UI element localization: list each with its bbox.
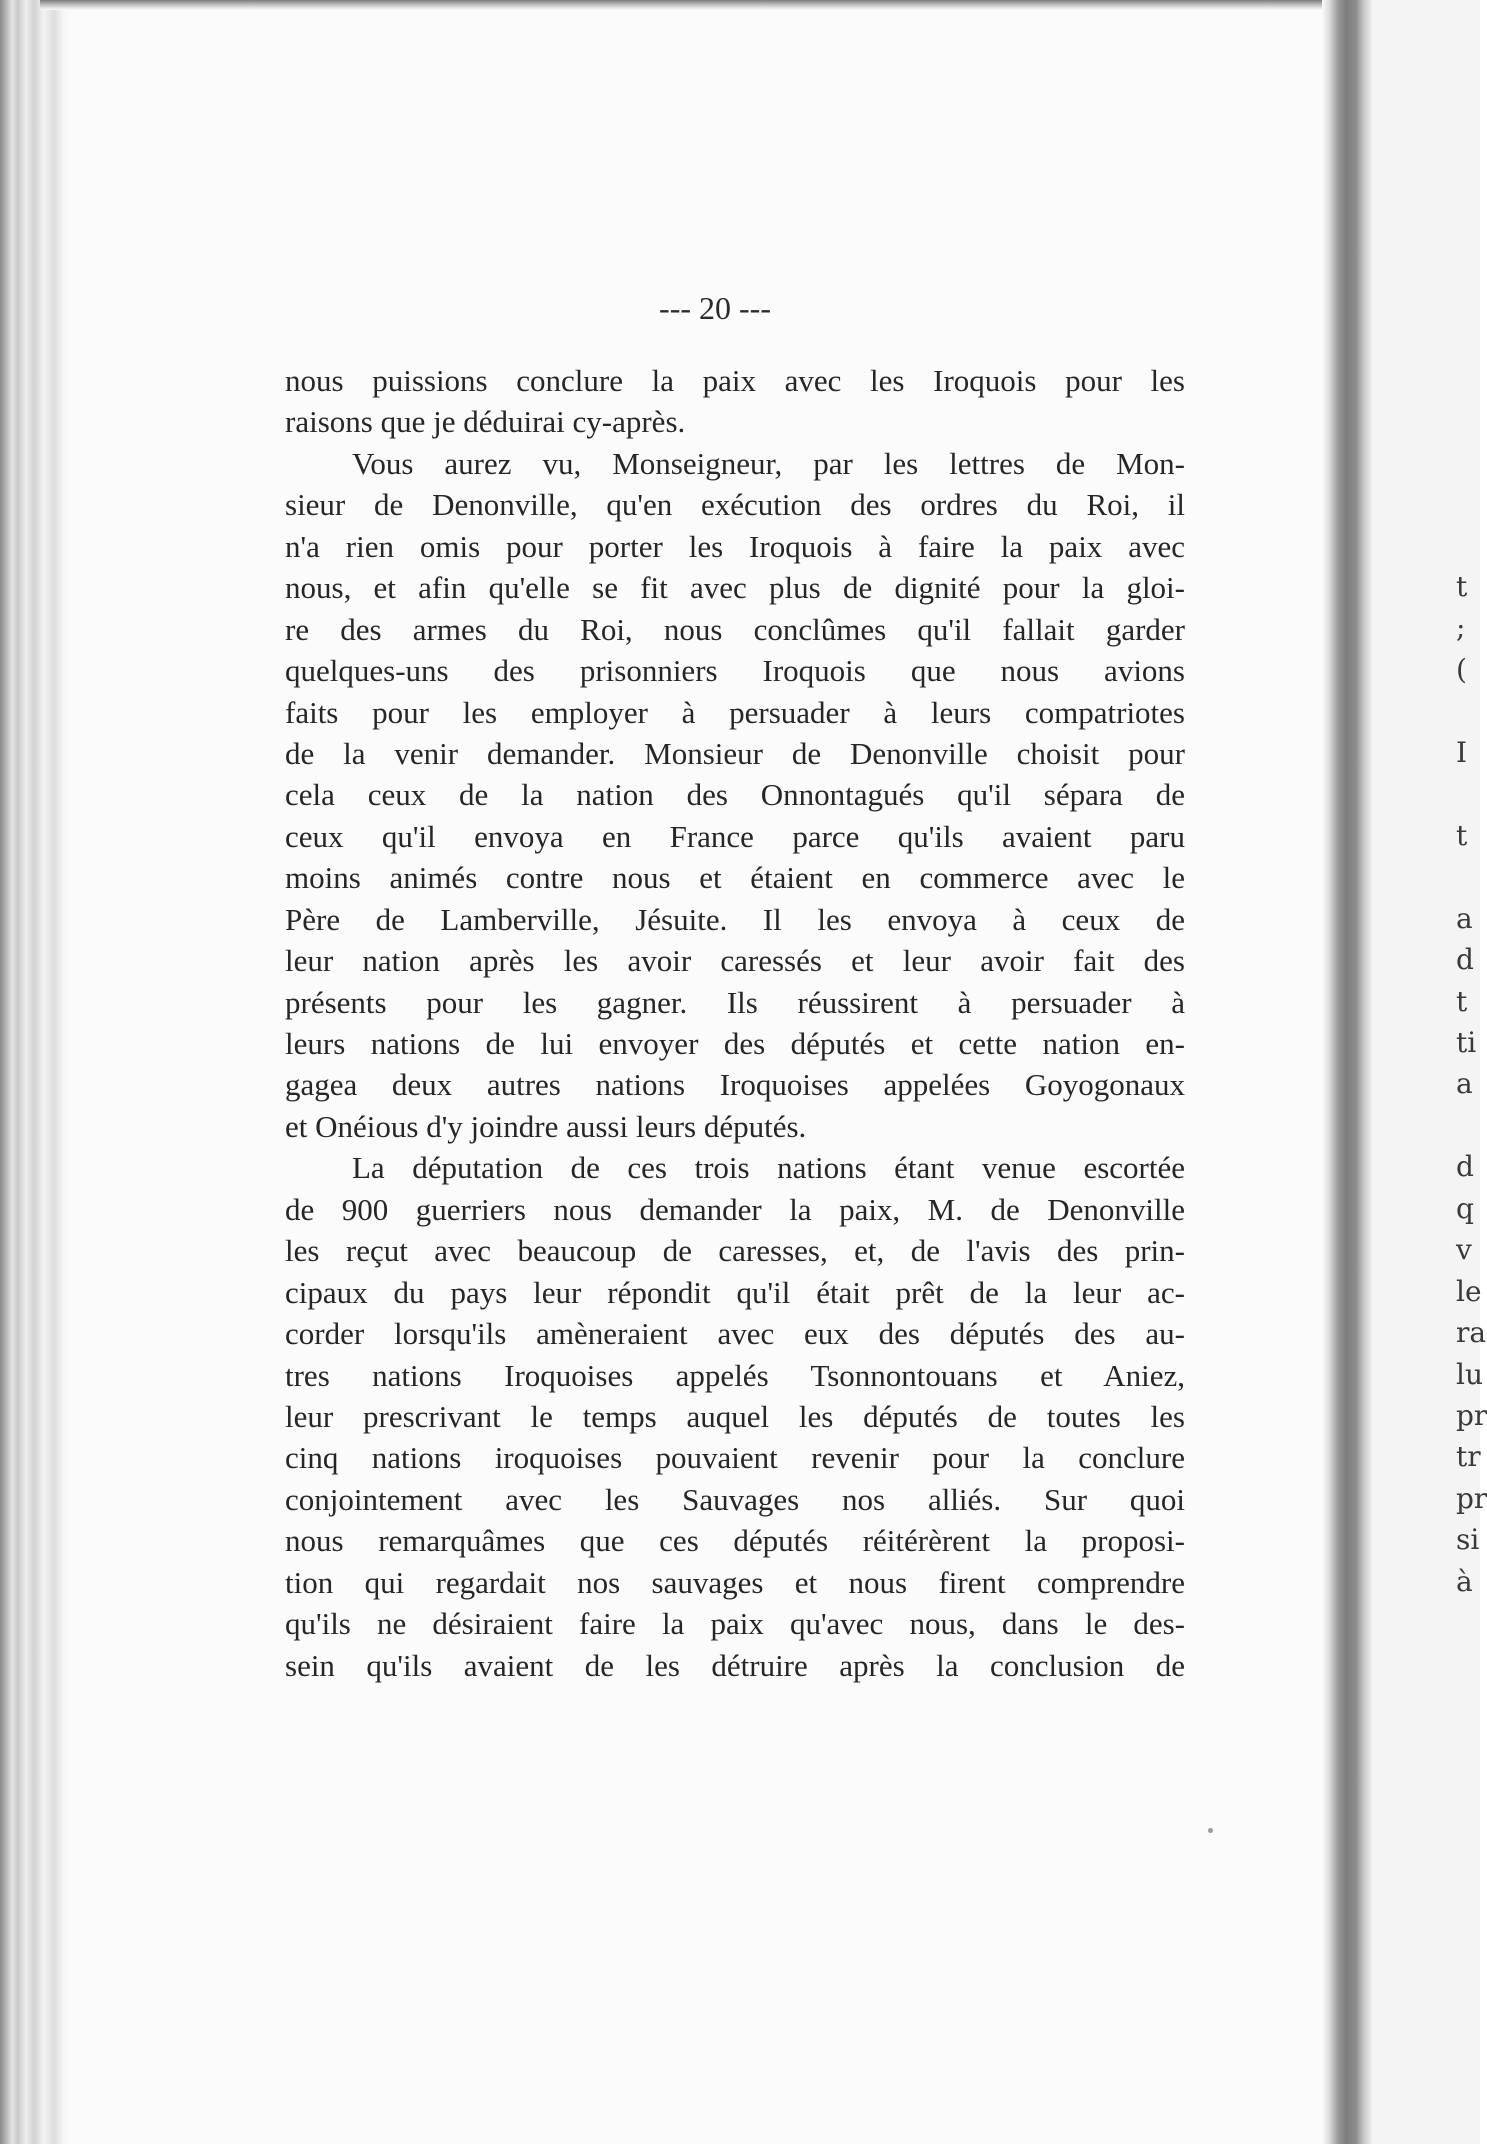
text-line: nous remarquâmes que ces députés réitérèrent la proposi- (285, 1523, 1185, 1559)
page-number: --- 20 --- (659, 290, 771, 326)
facing-page-text-fragment: ra (1456, 1316, 1487, 1350)
facing-page-text-fragment: tr (1456, 1440, 1481, 1474)
text-line: moins animés contre nous et étaient en commerce avec le (285, 860, 1185, 896)
text-line: sieur de Denonville, qu'en exécution des ordres du Roi, il (285, 487, 1185, 523)
facing-page-text-fragment: I (1456, 735, 1468, 769)
text-line: Père de Lamberville, Jésuite. Il les envoya à ceux de (285, 901, 1185, 937)
text-line: raisons que je déduirai cy-après. (285, 404, 686, 440)
text-line: cipaux du pays leur répondit qu'il était prêt de la leur ac- (285, 1274, 1185, 1310)
text-line: Vous aurez vu, Monseigneur, par les lettres de Mon- (352, 445, 1185, 481)
text-line: La députation de ces trois nations étant venue escortée (352, 1150, 1185, 1186)
facing-page-text-fragment: t (1456, 818, 1468, 852)
facing-page-text-fragment: pr (1456, 1399, 1487, 1432)
text-line: nous puissions conclure la paix avec les Iroquois pour les (285, 363, 1185, 398)
text-line: gagea deux autres nations Iroquoises appelées Goyogonaux (285, 1067, 1185, 1103)
facing-page-text-fragment: t (1456, 984, 1468, 1018)
facing-page-text-fragment: a (1456, 901, 1473, 935)
facing-page-fragment (1372, 0, 1487, 2144)
facing-page-text-fragment: t (1456, 570, 1468, 603)
text-line: faits pour les employer à persuader à leurs compatriotes (285, 694, 1185, 730)
text-line: leurs nations de lui envoyer des députés et cette nation en- (285, 1026, 1185, 1061)
text-line: n'a rien omis pour porter les Iroquois à faire la paix avec (285, 528, 1185, 564)
text-line: corder lorsqu'ils amèneraient avec eux des députés des au- (285, 1316, 1185, 1352)
facing-page-text-fragment: v (1456, 1233, 1472, 1267)
text-line: présents pour les gagner. Ils réussirent à persuader à (285, 984, 1185, 1020)
text-line: nous, et afin qu'elle se fit avec plus de dignité pour la gloi- (285, 570, 1185, 606)
facing-page-text-fragment: ti (1456, 1025, 1477, 1059)
facing-page-text-fragment: a (1456, 1067, 1473, 1101)
body-text (285, 360, 1185, 1686)
text-line: qu'ils ne désiraient faire la paix qu'avec nous, dans le des- (285, 1606, 1185, 1642)
text-line: cela ceux de la nation des Onnontagués qu'il sépara de (285, 777, 1185, 813)
text-line: tres nations Iroquoises appelés Tsonnontouans et Aniez, (285, 1357, 1185, 1393)
facing-page-text-fragment: pr (1456, 1481, 1487, 1515)
book-gutter-shadow (1322, 0, 1372, 2144)
facing-page-text-fragment: ; (1456, 611, 1466, 645)
text-line: cinq nations iroquoises pouvaient revenir pour la conclure (285, 1440, 1185, 1476)
text-line: de la venir demander. Monsieur de Denonville choisit pour (285, 735, 1185, 771)
top-page-edge (40, 0, 1340, 10)
text-line: leur prescrivant le temps auquel les députés de toutes les (285, 1398, 1185, 1434)
facing-page-text-fragment: q (1456, 1191, 1474, 1225)
paper-speck (1208, 1828, 1213, 1833)
facing-page-text-fragment: ( (1456, 652, 1467, 686)
text-line: tion qui regardait nos sauvages et nous firent comprendre (285, 1564, 1185, 1600)
facing-page-text-fragment: le (1456, 1274, 1482, 1308)
facing-page-text-fragment: lu (1456, 1357, 1483, 1391)
text-line: de 900 guerriers nous demander la paix, M. de Denonville (285, 1191, 1185, 1227)
text-line: sein qu'ils avaient de les détruire après la conclusion de (285, 1647, 1185, 1683)
text-line: leur nation après les avoir caressés et leur avoir fait des (285, 943, 1185, 979)
facing-page-text-fragment: à (1456, 1564, 1473, 1598)
text-line: conjointement avec les Sauvages nos alliés. Sur quoi (285, 1481, 1185, 1517)
text-line: les reçut avec beaucoup de caresses, et, de l'avis des prin- (285, 1233, 1185, 1269)
text-line: ceux qu'il envoya en France parce qu'ils avaient paru (285, 818, 1185, 854)
facing-page-text-fragment: si (1456, 1523, 1480, 1557)
facing-page-text-fragment: d (1456, 1150, 1474, 1184)
text-line: quelques-uns des prisonniers Iroquois que nous avions (285, 653, 1185, 689)
text-line: et Onéious d'y joindre aussi leurs députés. (285, 1108, 807, 1144)
facing-page-text-fragment: d (1456, 943, 1474, 977)
text-line: re des armes du Roi, nous conclûmes qu'il fallait garder (285, 611, 1185, 647)
